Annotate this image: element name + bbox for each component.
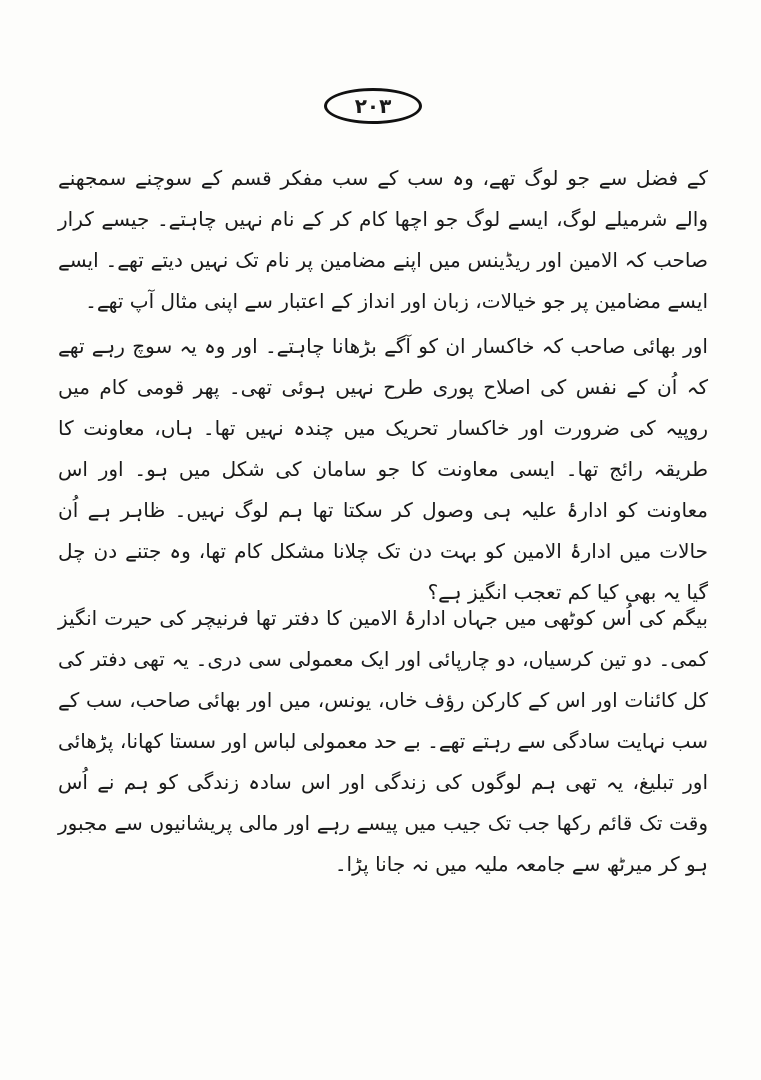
paragraph-2: اور بھائی صاحب کہ خاکسار ان کو آگے بڑھانا چاہتے۔ اور وہ یہ سوچ رہے تھے کہ اُن کے نفس کی اصلاح پوری طرح نہیں ہوئی تھی۔ پھر قومی کام میں روپیہ کی ضرورت اور خاکسار تحریک میں چندہ نہیں تھا۔ ہاں، معاونت کا طریقہ رائج تھا۔ ایسی معاونت کا جو سامان کی شکل میں ہو۔ اور اس معاونت کو ادارۂ علیہ ہی وصول کر سکتا تھا ہم لوگ نہیں۔ ظاہر ہے اُن حالات میں ادارۂ الامین کو بہت دن تک چلانا مشکل کام تھا، وہ جتنے دن چل گیا یہ بھی کیا کم تعجب انگیز ہے؟ — [58, 334, 708, 604]
paragraph-3: بیگم کی اُس کوٹھی میں جہاں ادارۂ الامین کا دفتر تھا فرنیچر کی حیرت انگیز کمی۔ دو تین کرسیاں، دو چارپائی اور ایک معمولی سی دری۔ یہ تھی دفتر کی کل کائنات اور اس کے کارکن رؤف خاں، یونس، میں اور بھائی صاحب، سب کے سب نہایت سادگی سے رہتے تھے۔ بے حد معمولی لباس اور سستا کھانا، پڑھائی اور تبلیغ، یہ تھی ہم لوگوں کی زندگی اور اس سادہ زندگی کو ہم نے اُس وقت تک قائم رکھا جب تک جیب میں پیسے رہے اور مالی پریشانیوں سے مجبور ہو کر میرٹھ سے جامعہ ملیہ میں نہ جانا پڑا۔ — [58, 606, 708, 876]
page-number: ۲۰۳ — [324, 88, 422, 124]
paragraph-1: کے فضل سے جو لوگ تھے، وہ سب کے سب مفکر قسم کے سوچنے سمجھنے والے شرمیلے لوگ، ایسے لوگ جو اچھا کام کر کے نام نہیں چاہتے۔ جیسے کرار صاحب کہ الامین اور ریڈینس میں اپنے مضامین پر نام تک نہیں دیتے تھے۔ ایسے ایسے مضامین پر جو خیالات، زبان اور انداز کے اعتبار سے اپنی مثال آپ تھے۔ — [58, 166, 708, 313]
